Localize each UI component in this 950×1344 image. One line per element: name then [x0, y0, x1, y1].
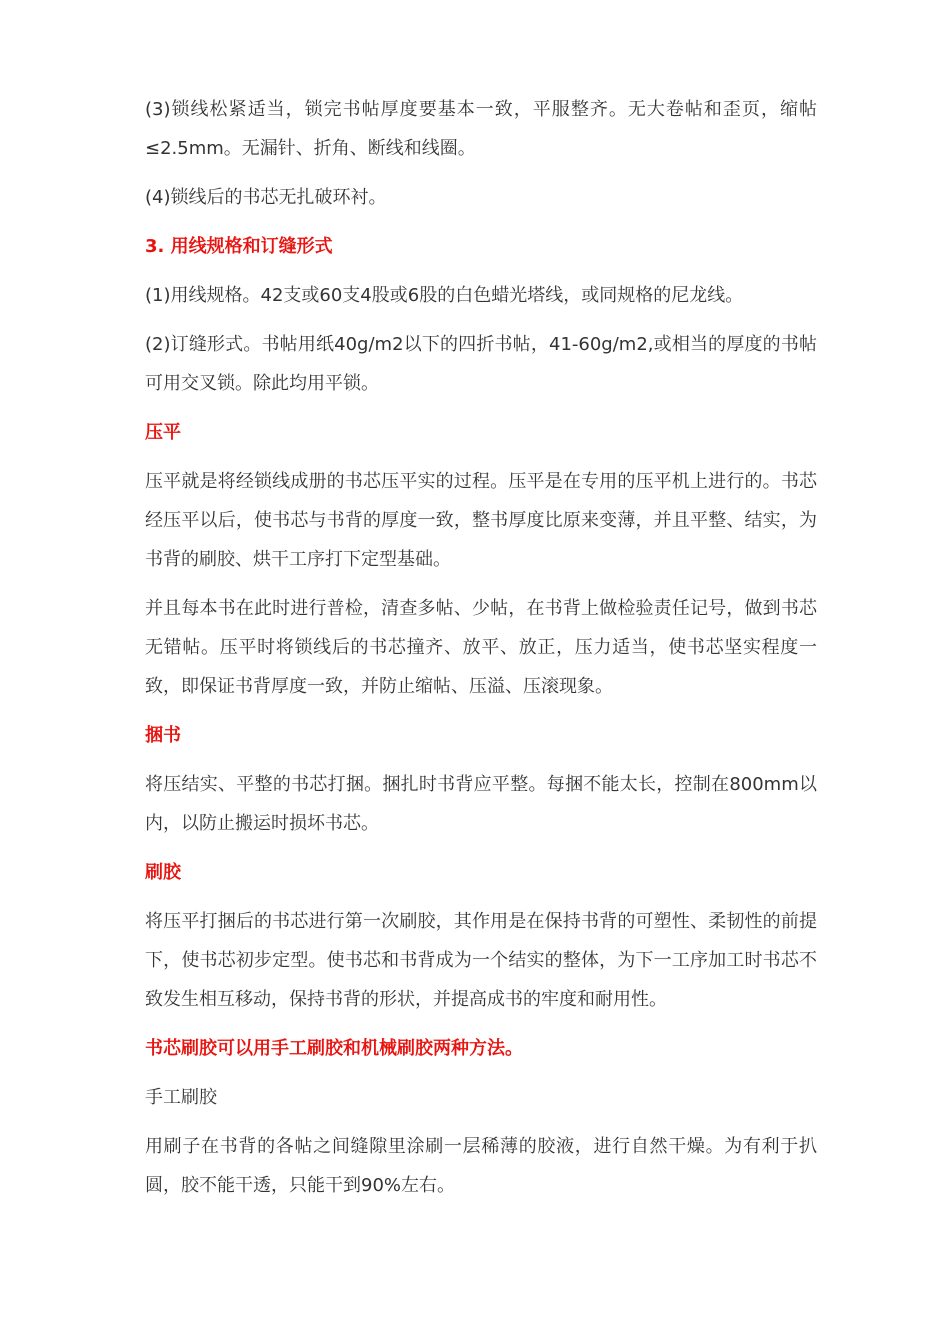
paragraph-stitch-form: (2)订缝形式。书帖用纸40g/m2以下的四折书帖，41-60g/m2,或相当的厚度的书帖可用交叉锁。除此均用平锁。 [145, 334, 817, 394]
paragraph-pressing-intro: 压平就是将经锁线成册的书芯压平实的过程。压平是在专用的压平机上进行的。书芯经压平以后，使书芯与书背的厚度一致，整书厚度比原来变薄，并且平整、结实，为书背的刷胶、烘干工序打下定型基础。 [145, 471, 817, 570]
document-page [145, 90, 817, 1215]
heading-gluing: 刷胶 [145, 862, 181, 883]
heading-thread-spec: 3. 用线规格和订缝形式 [145, 236, 333, 257]
paragraph-bundling: 将压结实、平整的书芯打捆。捆扎时书背应平整。每捆不能太长，控制在800mm以内，以防止搬运时损坏书芯。 [145, 774, 817, 834]
heading-pressing: 压平 [145, 422, 181, 443]
subheading-manual-gluing: 手工刷胶 [145, 1087, 217, 1108]
heading-bundling: 捆书 [145, 725, 181, 746]
paragraph-gluing: 将压平打捆后的书芯进行第一次刷胶，其作用是在保持书背的可塑性、柔韧性的前提下，使书芯初步定型。使书芯和书背成为一个结实的整体，为下一工序加工时书芯不致发生相互移动，保持书背的形状，并提高成书的牢度和耐用性。 [145, 911, 817, 1010]
paragraph-manual-gluing: 用刷子在书背的各帖之间缝隙里涂刷一层稀薄的胶液，进行自然干燥。为有利于扒圆，胶不能干透，只能干到90%左右。 [145, 1136, 817, 1196]
paragraph-pressing-inspection: 并且每本书在此时进行普检，清查多帖、少帖，在书背上做检验责任记号，做到书芯无错帖。压平时将锁线后的书芯撞齐、放平、放正，压力适当，使书芯坚实程度一致，即保证书背厚度一致，并防止缩帖、压溢、压滚现象。 [145, 598, 817, 697]
paragraph-thread-spec: (1)用线规格。42支或60支4股或6股的白色蜡光塔线，或同规格的尼龙线。 [145, 285, 744, 306]
paragraph-endpaper: (4)锁线后的书芯无扎破环衬。 [145, 187, 387, 208]
heading-gluing-methods: 书芯刷胶可以用手工刷胶和机械刷胶两种方法。 [145, 1038, 523, 1059]
paragraph-sewing-tightness: (3)锁线松紧适当，锁完书帖厚度要基本一致，平服整齐。无大卷帖和歪页，缩帖≤2.5mm。无漏针、折角、断线和线圈。 [145, 99, 817, 159]
